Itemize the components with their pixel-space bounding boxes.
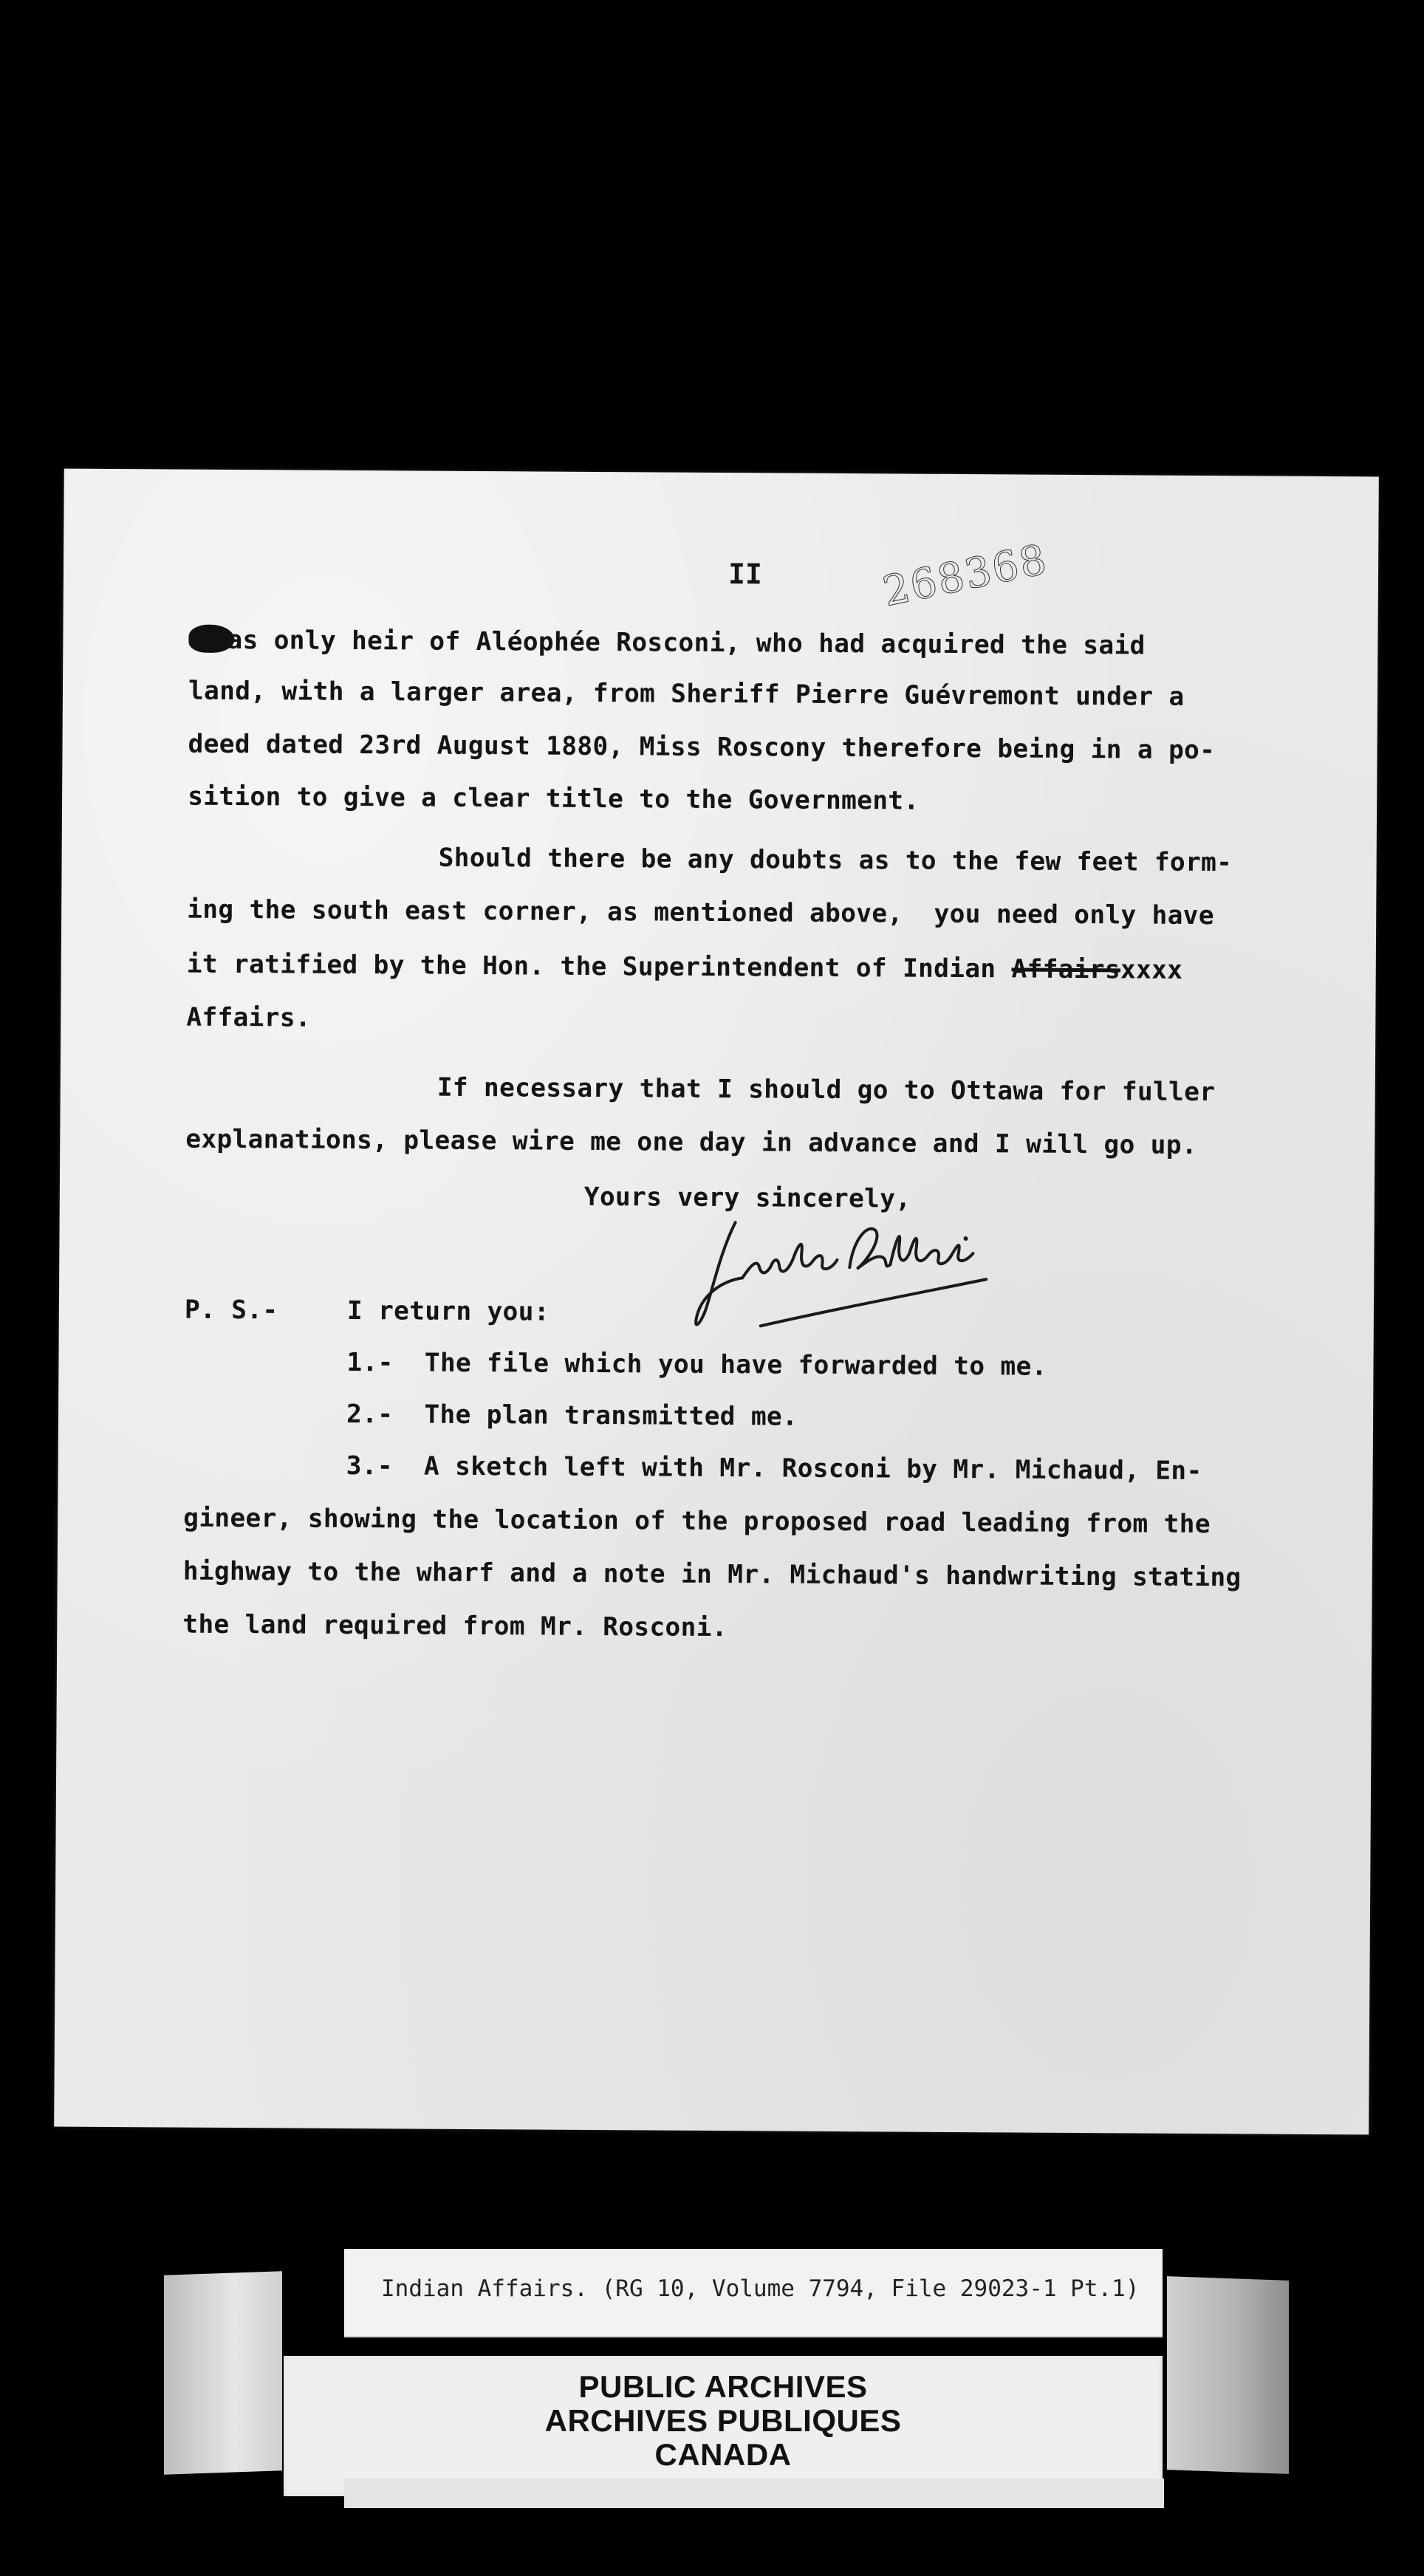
struck-word: Affairs xyxy=(1011,954,1121,985)
ps-continuation-3: the land required from Mr. Rosconi. xyxy=(182,1609,728,1643)
ps-label: P. S.- xyxy=(184,1295,278,1326)
page-number: II xyxy=(728,558,762,591)
letter-line-2: land, with a larger area, from Sheriff Pierre Guévremont under a xyxy=(188,676,1185,712)
archives-line-1: PUBLIC ARCHIVES xyxy=(578,2369,868,2404)
archives-line-2: ARCHIVES PUBLIQUES xyxy=(544,2403,902,2438)
ps-continuation-1: gineer, showing the location of the proposed road leading from the xyxy=(183,1503,1211,1540)
archive-reference: Indian Affairs. (RG 10, Volume 7794, File 29023-1 Pt.1) xyxy=(381,2275,1140,2302)
tape-right xyxy=(1167,2276,1289,2474)
label-bottom-strip xyxy=(344,2479,1164,2508)
closing: Yours very sincerely, xyxy=(583,1182,911,1214)
letter-line-8: Affairs. xyxy=(186,1002,312,1033)
letter-page xyxy=(54,469,1379,2135)
tape-left xyxy=(164,2271,282,2475)
letter-line-6: ing the south east corner, as mentioned above, you need only have xyxy=(187,894,1214,931)
letter-line-1: as only heir of Aléophée Rosconi, who had acquired the said xyxy=(188,625,1145,661)
letter-line-3: deed dated 23rd August 1880, Miss Roscony therefore being in a po- xyxy=(188,729,1216,766)
letter-line-5: Should there be any doubts as to the few feet form- xyxy=(438,843,1233,878)
archives-line-3: CANADA xyxy=(654,2437,792,2472)
letter-line-10: explanations, please wire me one day in advance and I will go up. xyxy=(185,1124,1198,1160)
letter-line-7: it ratified by the Hon. the Superintendent of Indian Affairsxxxx xyxy=(186,949,1183,985)
ps-continuation-2: highway to the wharf and a note in Mr. Michaud's handwriting stating xyxy=(182,1556,1242,1593)
ps-item-3: 3.- A sketch left with Mr. Rosconi by Mr. Michaud, En- xyxy=(346,1450,1202,1487)
ps-item-1: 1.- The file which you have forwarded to me. xyxy=(346,1347,1047,1382)
letter-line-9: If necessary that I should go to Ottawa for fuller xyxy=(437,1072,1216,1108)
letter-line-4: sition to give a clear title to the Government. xyxy=(188,781,920,816)
ps-intro: I return you: xyxy=(346,1295,550,1327)
handwritten-signature xyxy=(691,1208,1009,1335)
archives-label xyxy=(284,2356,1163,2496)
stamp-number: 268368 xyxy=(878,535,1052,617)
ps-item-2: 2.- The plan transmitted me. xyxy=(346,1399,798,1432)
archive-reference-strip xyxy=(344,2249,1163,2337)
